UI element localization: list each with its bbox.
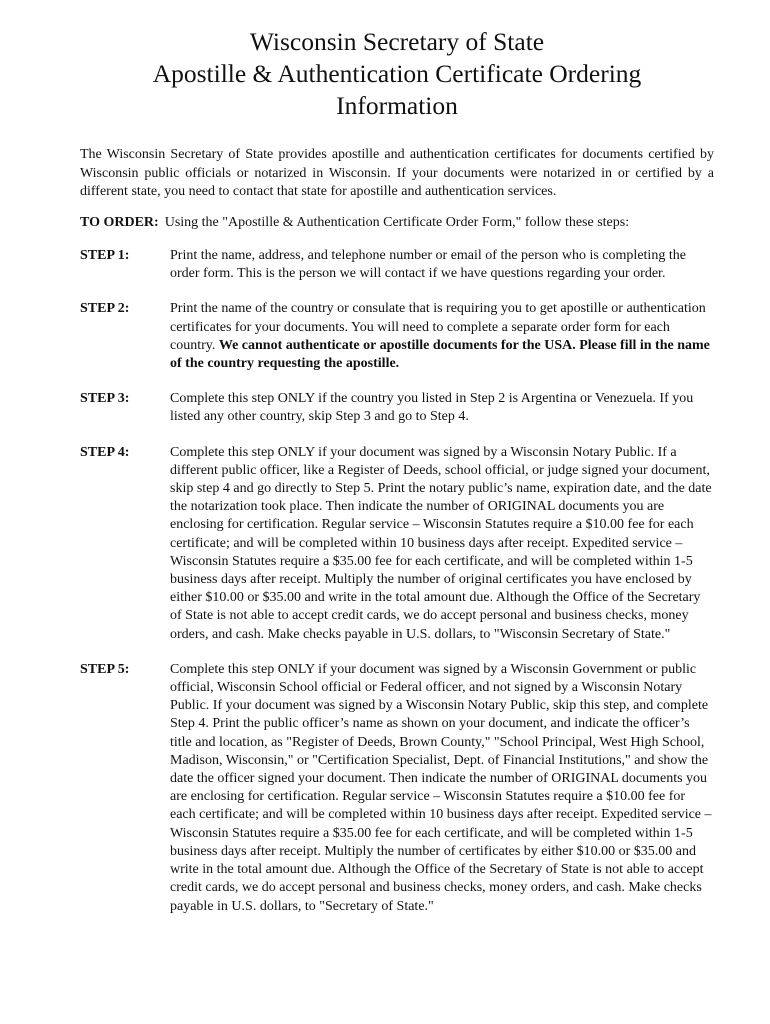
step-2-body	[170, 300, 714, 373]
step-2-label: STEP 2:	[80, 301, 130, 317]
step-1	[80, 247, 714, 283]
step-4-text: Complete this step ONLY if your document was signed by a Wisconsin Notary Public. If a different public officer, like a Register of Deeds, school official, or judge signed your document, skip step 4 and go directly to Step 5. Print the notary public’s name, expiration date, and the date the notarization took place. Then indicate the number of ORIGINAL documents you are enclosing for certification. Regular service – Wisconsin Statutes require a $10.00 fee for each certificate; and will be completed within 10 business days after receipt. Expedited service – Wisconsin Statutes require a $35.00 fee for each certificate, and will be completed within 1-5 business days after receipt. Multiply the number of original certificates you have enclosed by either $10.00 or $35.00 and write in the total amount due. Although the Office of the Secretary of State is not able to accept credit cards, we do accept personal and business checks, money orders, and cash. Make checks payable in U.S. dollars, to "Wisconsin Secretary of State."	[170, 444, 712, 642]
document-title	[80, 26, 714, 122]
step-3-text: Complete this step ONLY if the country you listed in Step 2 is Argentina or Venezuela. If you listed any other country, skip Step 3 and go to Step 4.	[170, 391, 694, 425]
title-line-2: Apostille & Authentication Certificate Ordering	[152, 59, 642, 88]
step-5-text: Complete this step ONLY if your document was signed by a Wisconsin Government or public official, Wisconsin School official or Federal officer, and not signed by a Wisconsin Notary Public. If your document was signed by a Wisconsin Notary Public, skip this step, and complete Step 4. Print the public officer’s name as shown on your document, and indicate the officer’s title and location, as "Register of Deeds, Brown County," "School Principal, West High School, Madison, Wisconsin," or "Certification Specialist, Dept. of Financial Institutions," and show the date the officer signed your document. Then indicate the number of ORIGINAL documents you are enclosing for certification. Regular service – Wisconsin Statutes require a $10.00 fee for each certificate; and will be completed within 10 business days after receipt. Expedited service – Wisconsin Statutes require a $35.00 fee for each certificate, and will be completed within 1-5 business days after receipt. Multiply the number of certificates by either $10.00 or $35.00 and write in the total amount due. Although the Office of the Secretary of State is not able to accept credit cards, we do accept personal and business checks, money orders, and cash. Make checks payable in U.S. dollars, to "Secretary of State."	[170, 661, 712, 914]
step-5	[80, 661, 714, 916]
step-2-bold-notice: We cannot authenticate or apostille documents for the USA. Please fill in the name of the country requesting the apostille.	[170, 337, 710, 372]
title-line-1: Wisconsin Secretary of State	[249, 27, 545, 56]
step-4	[80, 444, 714, 644]
to-order-label: TO ORDER:	[80, 214, 159, 230]
to-order-line	[80, 214, 714, 233]
step-4-label: STEP 4:	[80, 444, 130, 460]
step-3-label: STEP 3:	[80, 391, 130, 407]
step-1-label: STEP 1:	[80, 248, 130, 263]
title-line-3: Information	[336, 91, 458, 120]
intro-paragraph: The Wisconsin Secretary of State provides apostille and authentication certificates for documents certified by Wisconsin public officials or notarized in Wisconsin. If your documents were notarized in or certified by a different state, you need to contact that state for apostille and authentication services.	[80, 147, 714, 199]
step-1-text: Print the name, address, and telephone number or email of the person who is completing the order form. This is the person we will contact if we have questions regarding your order.	[170, 248, 686, 282]
step-5-label: STEP 5:	[80, 661, 130, 677]
step-3	[80, 390, 714, 426]
to-order-text: Using the "Apostille & Authentication Certificate Order Form," follow these steps:	[164, 214, 630, 230]
step-2-text: Print the name of the country or consulate that is requiring you to get apostille or authentication certificates for your documents. You will need to complete a separate order form for each country.	[170, 301, 706, 353]
step-2	[80, 300, 714, 373]
